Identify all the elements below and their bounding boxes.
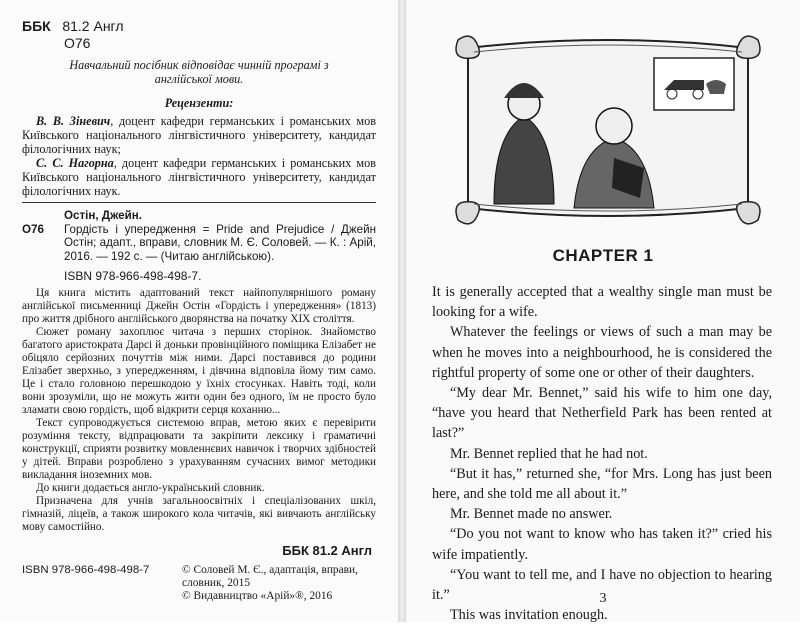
paragraph: “Do you not want to know who has taken it?” cried his wife impatiently.	[432, 526, 772, 563]
bbk-code: 81.2 Англ	[62, 18, 124, 34]
footer	[22, 564, 376, 603]
book-gutter	[398, 0, 406, 622]
reviewers-heading: Рецензенти:	[164, 96, 234, 110]
copyright-line: © Видавництво «Арій»®, 2016	[182, 590, 333, 602]
catalog-entry	[22, 209, 376, 263]
chapter-illustration	[454, 28, 762, 234]
author: Остін, Джейн.	[64, 209, 142, 222]
annotation-paragraph: Сюжет роману захоплює читача з перших сторінок. Знайомство багатого аристократа Дарсі й доньки провінційного поміщика Елізабет не обіцяло серйозних почуттів між ними. Дарсі поставився до родини Елізабет зверхньо, з упередженням, і дівчина відповіла йому тим само. Це і стало головною перешкодою у їхніх стосунках. Навіть тоді, коли вони зрозуміли, що не можуть жити один без одного, їм не просто було зламати свою гордість, щоб відкрити серця коханню...	[22, 326, 376, 416]
chapter-page	[406, 0, 800, 622]
isbn-bottom: ISBN 978-966-498-498-7	[22, 564, 150, 576]
divider	[22, 202, 376, 203]
chapter-text	[432, 282, 772, 625]
o-code: О76	[64, 35, 91, 51]
paragraph: Mr. Bennet made no answer.	[450, 506, 613, 523]
annotation-paragraph: Ця книга містить адаптований текст найпопулярнішого роману англійської письменниці Джейн Остін «Гордість і упередження» (1813) про життя дрібного англійського дворянства на початку XIX століття.	[22, 287, 376, 325]
paragraph: “You want to tell me, and I have no objection to hearing it.”	[432, 566, 772, 604]
annotation-paragraph: Призначена для учнів загальноосвітніх і спеціалізованих шкіл, гімназій, ліцеїв, а також широкого кола читачів, які вивчають англійську мову самостійно.	[22, 495, 376, 533]
annotation-paragraph: До книги додається англо-український словник.	[36, 482, 265, 494]
chapter-title: CHAPTER 1	[552, 246, 654, 265]
annotation-paragraph: Текст супроводжується системою вправ, метою яких є перевірити розуміння тексту, відпрацювати та закріпити лексику і граматичні конструкції, сприяти розвитку мовленнєвих навичок і творчих здібностей у дітей. Вправи розроблено з урахуванням сучасних вимог методики викладання іноземних мов.	[22, 417, 376, 481]
isbn: ISBN 978-966-498-498-7.	[64, 269, 202, 283]
annotation	[22, 287, 376, 534]
bbk-label: ББК	[22, 18, 51, 34]
paragraph: Mr. Bennet replied that he had not.	[450, 445, 648, 462]
reviewer-2: С. С. Нагорна, доцент кафедри германських і романських мов Київського національного лінгвістичного університету, кандидат філологічних наук.	[22, 156, 376, 198]
paragraph: Whatever the feelings or views of such a man may be when he moves into a neighbourhood, he is considered the rightful property of some one or other of their daughters.	[432, 324, 772, 381]
book-code: О76	[22, 223, 44, 236]
copyright-page	[0, 0, 398, 622]
paragraph: “But it has,” returned she, “for Mrs. Long has just been here, and she told me all about it.”	[432, 465, 772, 503]
reviewer-1: В. В. Зіневич, доцент кафедри германських і романських мов Київського національного лінгвістичного університету, кандидат філологічних наук;	[22, 114, 376, 156]
approval-note: Навчальний посібник відповідає чинній програмі з англійської мови.	[69, 58, 329, 86]
page-number: 3	[599, 591, 607, 606]
paragraph: This was invitation enough.	[450, 607, 608, 624]
copyright-line: © Соловей М. Є., адаптація, вправи, словник, 2015	[182, 564, 358, 589]
bbk-header	[22, 18, 376, 52]
paragraph: It is generally accepted that a wealthy single man must be looking for a wife.	[432, 284, 772, 321]
paragraph: “My dear Mr. Bennet,” said his wife to him one day, “have you heard that Netherfield Park has been rented at last?”	[432, 385, 772, 442]
bbk-bottom: ББК 81.2 Англ	[282, 543, 372, 558]
book-description: Гордість і упередження = Pride and Prejudice / Джейн Остін; адапт., вправи, словник М. Є. Соловей. — К. : Арій, 2016. — 192 с. — (Читаю англійською).	[64, 222, 376, 263]
